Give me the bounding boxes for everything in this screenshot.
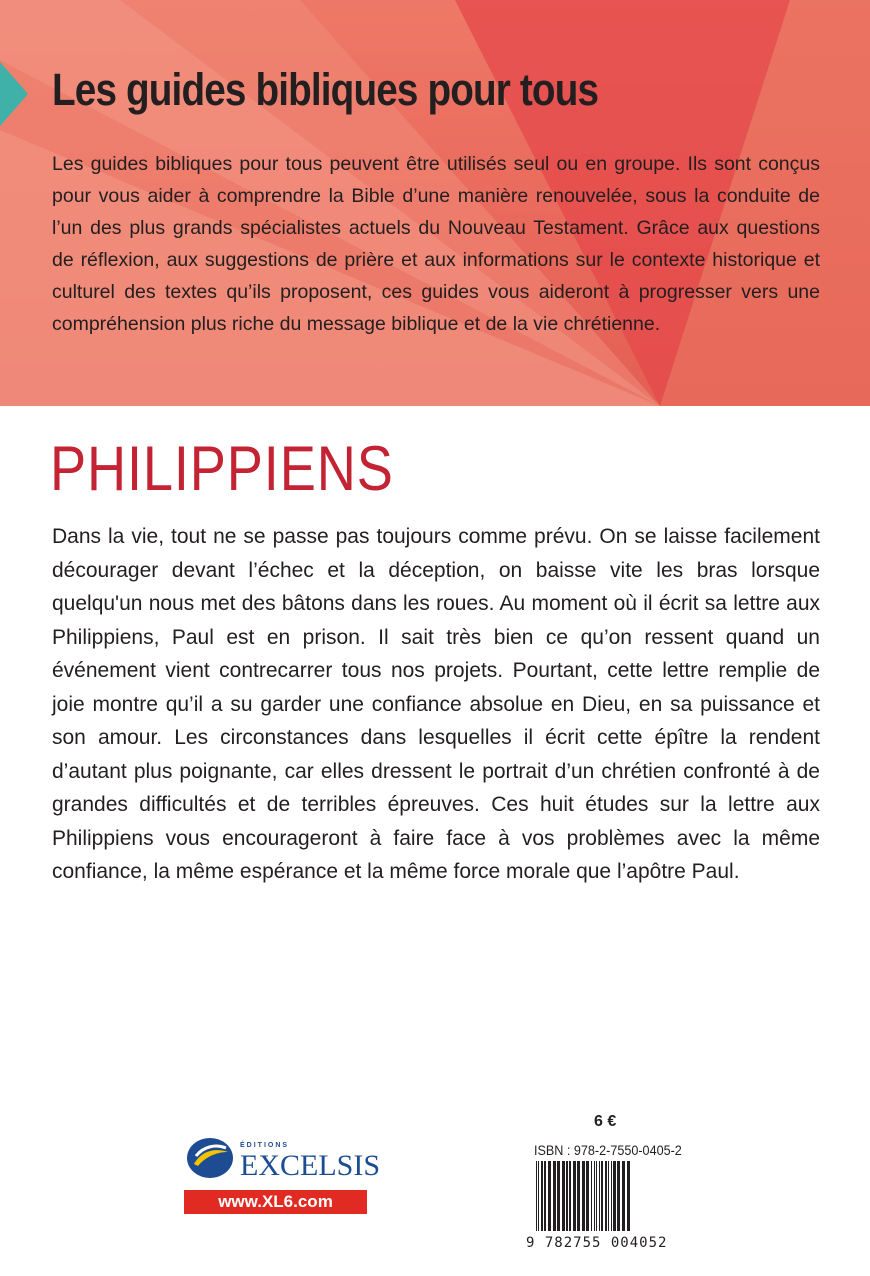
barcode-bar [594, 1161, 595, 1231]
barcode-bar [617, 1161, 620, 1231]
publisher-website: www.XL6.com [184, 1190, 367, 1214]
barcode-bar [613, 1161, 616, 1231]
book-title: PHILIPPIENS [50, 434, 394, 504]
teal-arrow-icon [0, 62, 28, 126]
series-title: Les guides bibliques pour tous [52, 64, 599, 115]
barcode-bar [548, 1161, 551, 1231]
barcode-bar [608, 1161, 609, 1231]
barcode-bar [586, 1161, 589, 1231]
barcode-bar [536, 1161, 537, 1231]
barcode-bar [627, 1161, 630, 1231]
barcode-bar [596, 1161, 597, 1231]
barcode-bar [557, 1161, 560, 1231]
barcode-bar [591, 1161, 592, 1231]
barcode-bar [573, 1161, 576, 1231]
price: 6 € [594, 1113, 617, 1130]
barcode-bar [599, 1161, 600, 1231]
barcode-bar [577, 1161, 580, 1231]
series-banner [0, 0, 870, 406]
barcode-bar [605, 1161, 607, 1231]
barcode-bar [569, 1161, 571, 1231]
barcode-bar [611, 1161, 612, 1231]
barcode [534, 1161, 692, 1231]
series-description: Les guides bibliques pour tous peuvent être utilisés seul ou en groupe. Ils sont conçus pour vous aider à comprendre la Bible d’une manière renouvelée, sous la conduite de l’un des plus grands spécialistes actuels du Nouveau Testament. Grâce aux questions de réflexion, aux suggestions de prière et aux informations sur le contexte historique et culturel des textes qu’ils proposent, ces guides vous aideront à progresser vers une compréhension plus riche du message biblique et de la vie chrétienne. [52, 153, 820, 335]
barcode-bar [553, 1161, 556, 1231]
barcode-bar [601, 1161, 603, 1231]
barcode-digits: 9 782755 004052 [526, 1235, 668, 1251]
excelsis-logo-icon [186, 1136, 234, 1180]
barcode-bar [566, 1161, 568, 1231]
barcode-bar [562, 1161, 565, 1231]
publisher-label-small: ÉDITIONS [240, 1142, 290, 1149]
publisher-name: EXCELSIS [240, 1149, 381, 1182]
barcode-bar [541, 1161, 543, 1231]
isbn: ISBN : 978-2-7550-0405-2 [534, 1142, 682, 1158]
barcode-bar [544, 1161, 546, 1231]
barcode-bar [582, 1161, 585, 1231]
barcode-bar [622, 1161, 625, 1231]
barcode-bar [538, 1161, 539, 1231]
book-description: Dans la vie, tout ne se passe pas toujours comme prévu. On se laisse facilement décourager devant l’échec et la déception, on baisse vite les bras lorsque quelqu'un nous met des bâtons dans les roues. Au moment où il écrit sa lettre aux Philippiens, Paul est en prison. Il sait très bien ce qu’on ressent quand un événement vient contrecarrer tous nos projets. Pourtant, cette lettre remplie de joie montre qu’il a su garder une confiance absolue en Dieu, en sa puissance et son amour. Les circonstances dans lesquelles il écrit cette épître la rendent d’autant plus poignante, car elles dressent le portrait d’un chrétien confronté à de grandes difficultés et de terribles épreuves. Ces huit études sur la lettre aux Philippiens vous encourageront à faire face à vos problèmes avec la même confiance, la même espérance et la même force morale que l’apôtre Paul. [52, 525, 820, 883]
